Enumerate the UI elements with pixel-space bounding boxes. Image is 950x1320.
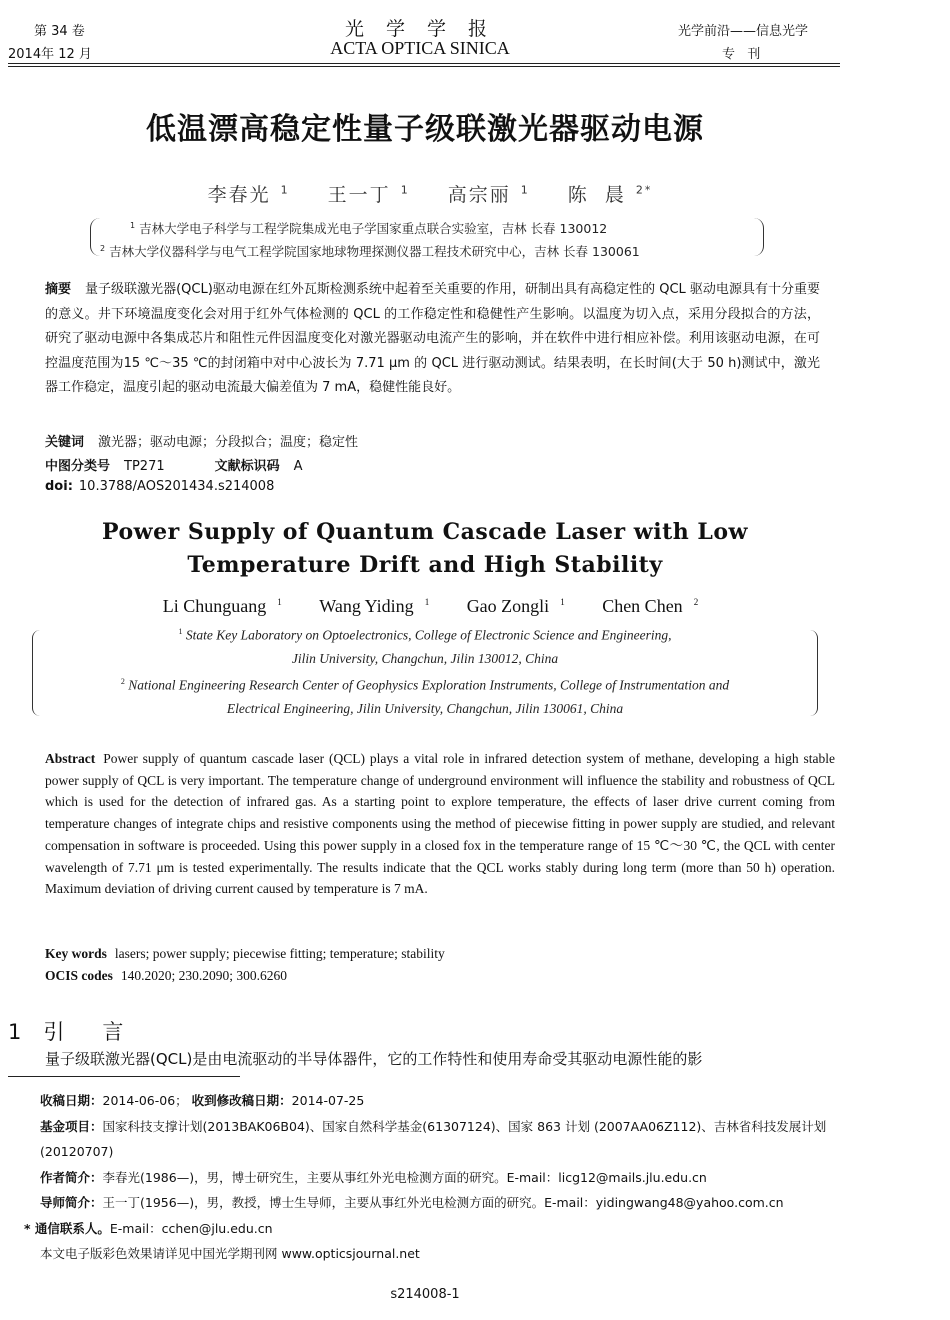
paper-title-en: Power Supply of Quantum Cascade Laser with Low Temperature Drift and High Stability [102, 519, 748, 578]
ocis-codes: OCIS codes 140.2020; 230.2090; 300.6260 [45, 968, 288, 983]
section-body-text: 量子级联激光器(QCL)是由电流驱动的半导体器件，它的工作特性和使用寿命受其驱动电源性能的影 [45, 1050, 703, 1068]
footnote-author: 作者简介：李春光(1986—)，男，博士研究生，主要从事红外光电检测方面的研究。E-mail：licg12@mails.jlu.edu.cn [40, 1169, 707, 1185]
footnotes [24, 1088, 845, 1267]
affiliation-cn-1: $^1$ 吉林大学电子科学与工程学院集成光电子学国家重点联合实验室，吉林 长春 130012 [130, 220, 608, 236]
affiliation-cn-2: $^2$ 吉林大学仪器科学与电气工程学院国家地球物理探测仪器工程技术研究中心，吉林 长春 130061 [100, 243, 640, 259]
author-en: Li Chunguang $^1$ [162, 596, 282, 616]
keywords-en: Key words lasers; power supply; piecewise fitting; temperature; stability [45, 946, 445, 961]
page-number: s214008-1 [390, 1287, 460, 1302]
abstract-cn [45, 278, 820, 401]
abstract-en [45, 748, 835, 900]
footnote-corresponding: * 通信联系人。E-mail：cchen@jlu.edu.cn [24, 1220, 273, 1236]
author-cn: 王一丁 $^1$ [327, 183, 410, 206]
author-cn: 李春光 $^1$ [207, 183, 290, 206]
author-list-en [0, 596, 850, 617]
doi: doi: 10.3788/AOS201434.s214008 [45, 479, 275, 494]
affiliation-en-1a: $^1$ State Key Laboratory on Optoelectronics, College of Electronic Science and Engineering, [178, 627, 672, 643]
author-en: Gao Zongli $^1$ [466, 596, 565, 616]
volume-label: 第 34 卷 [34, 24, 85, 39]
affiliation-en-2a: $^2$ National Engineering Research Center of Geophysics Exploration Instruments, College of Instrumentation and [120, 677, 730, 693]
author-cn: 高宗丽 $^1$ [447, 183, 530, 206]
abstract-en-label: Abstract [45, 751, 96, 766]
footnote-color-note: 本文电子版彩色效果请详见中国光学期刊网 www.opticsjournal.net [40, 1246, 420, 1261]
footnote-funding: 基金项目：国家科技支撑计划(2013BAK06B04)、国家自然科学基金(61307124)、国家 863 计划 (2007AA06Z112)、吉林省科技发展计划(20120707) [40, 1118, 827, 1159]
footnote-received: 收稿日期：2014-06-06； 收到修改稿日期：2014-07-25 [40, 1093, 365, 1108]
header-rule [8, 63, 840, 64]
footnote-rule [8, 1076, 240, 1077]
abstract-cn-label: 摘要 [45, 282, 72, 297]
footnote-advisor: 导师简介：王一丁(1956—)，男，教授，博士生导师，主要从事红外光电检测方面的研究。E-mail：yidingwang48@yahoo.com.cn [40, 1195, 784, 1210]
affiliation-en-2b: Electrical Engineering, Jilin University, Changchun, Jilin 130061, China [226, 701, 624, 716]
abstract-cn-text: 量子级联激光器(QCL)驱动电源在红外瓦斯检测系统中起着至关重要的作用，研制出具有高稳定性的 QCL 驱动电源具有十分重要的意义。井下环境温度变化会对用于红外气体检测的 QCL 的工作稳定性和稳健性产生影响。以温度为切入点，采用分段拟合的方法，研究了驱动电源中各集成芯片和阻性元件因温度变化对激光器驱动电流产生的影响，并在软件中进行相应补偿。利用该驱动电源，在可控温度范围为15 ℃～35 ℃的封闭箱中对中心波长为 7.71 μm 的 QCL 进行驱动测试。结果表明，在长时间(大于 50 h)测试中，激光器工作稳定，温度引起的驱动电流最大偏差值为 7 mA，稳健性能良好。 [45, 282, 820, 395]
affiliation-en-1b: Jilin University, Changchun, Jilin 130012, China [291, 651, 559, 666]
abstract-en-text: Power supply of quantum cascade laser (QCL) plays a vital role in infrared detection system of methane, developing a high stable power supply of QCL is very important. The temperature change of underground environment will influence the stability and robustness of QCL which is used for the detection of infrared gas. As a starting point to explore temperature, the effects of laser drive current coming from temperature changes of integrate chips and resistive components using the method of piecewise fitting in power supply are studied, and relevant compensation in software is proceeded. Using this power supply in a closed fox in the temperature range of 15 ℃～30 ℃, the QCL with center wavelength of 7.71 μm is tested experimentally. The results indicate that the QCL works stably during long term (more than 50 h) operation. Maximum deviation of driving current caused by temperature is 7 mA. [45, 751, 835, 897]
author-list-cn [0, 180, 850, 207]
paper-title-cn: 低温漂高稳定性量子级联激光器驱动电源 [146, 112, 704, 147]
issue-date: 2014年 12 月 [8, 47, 92, 62]
author-en: Chen Chen $^2$ [602, 596, 699, 616]
special-issue-label: 专 刊 [722, 47, 761, 62]
journal-title-cn: 光 学 学 报 [344, 18, 496, 40]
special-column: 光学前沿——信息光学 [678, 24, 809, 39]
classification: 中图分类号 TP271 文献标识码 A [45, 459, 303, 474]
author-en: Wang Yiding $^1$ [319, 596, 430, 616]
header-rule-2 [8, 66, 840, 67]
journal-title-en: ACTA OPTICA SINICA [330, 38, 510, 58]
keywords-cn: 关键词 激光器；驱动电源；分段拟合；温度；稳定性 [45, 435, 359, 450]
section-heading: 1 引言 [8, 1020, 162, 1044]
author-cn: 陈 晨 $^{2*}$ [567, 183, 653, 206]
